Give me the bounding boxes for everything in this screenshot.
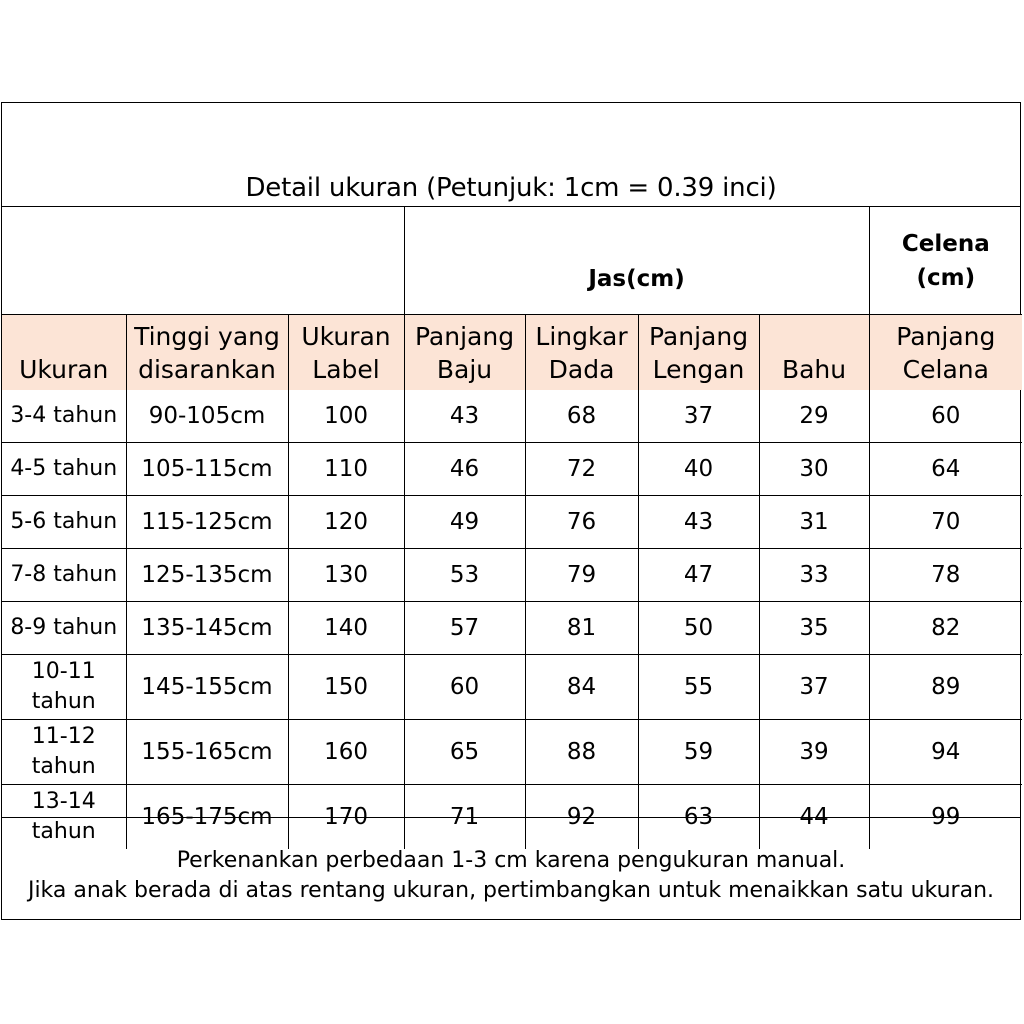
table-cell: 31 <box>759 496 869 549</box>
table-cell: 49 <box>404 496 525 549</box>
table-cell: 125-135cm <box>126 549 288 602</box>
table-cell: 150 <box>288 655 404 720</box>
col-header-ukuran: Ukuran <box>2 315 126 391</box>
group-header-celena: Celena (cm) <box>869 207 1022 315</box>
table-cell: 155-165cm <box>126 720 288 785</box>
table-cell: 89 <box>869 655 1022 720</box>
table-cell: 8-9 tahun <box>2 602 126 655</box>
table-cell: 65 <box>404 720 525 785</box>
table-cell: 5-6 tahun <box>2 496 126 549</box>
table-cell: 100 <box>288 390 404 443</box>
table-cell: 68 <box>525 390 638 443</box>
table-cell: 135-145cm <box>126 602 288 655</box>
table-cell: 35 <box>759 602 869 655</box>
group-header-row <box>2 207 1022 315</box>
table-cell: 84 <box>525 655 638 720</box>
table-cell: 120 <box>288 496 404 549</box>
table-cell: 29 <box>759 390 869 443</box>
table-cell: 50 <box>638 602 759 655</box>
table-cell: 90-105cm <box>126 390 288 443</box>
table-cell: 140 <box>288 602 404 655</box>
table-row <box>2 496 1022 549</box>
table-cell: 70 <box>869 496 1022 549</box>
table-cell: 105-115cm <box>126 443 288 496</box>
table-cell: 30 <box>759 443 869 496</box>
chart-title: Detail ukuran (Petunjuk: 1cm = 0.39 inci) <box>2 103 1020 207</box>
column-header-row <box>2 315 1022 391</box>
table-cell: 10-11 tahun <box>2 655 126 720</box>
table-cell: 76 <box>525 496 638 549</box>
size-table-body <box>2 390 1022 849</box>
group-header-jas: Jas(cm) <box>404 207 869 315</box>
notes <box>2 817 1020 921</box>
table-cell: 64 <box>869 443 1022 496</box>
table-cell: 79 <box>525 549 638 602</box>
table-cell: 160 <box>288 720 404 785</box>
table-cell: 4-5 tahun <box>2 443 126 496</box>
table-cell: 115-125cm <box>126 496 288 549</box>
table-cell: 60 <box>404 655 525 720</box>
table-cell: 60 <box>869 390 1022 443</box>
table-cell: 63 <box>638 785 759 850</box>
table-cell: 130 <box>288 549 404 602</box>
table-row <box>2 720 1022 785</box>
table-row <box>2 655 1022 720</box>
table-cell: 81 <box>525 602 638 655</box>
table-cell: 53 <box>404 549 525 602</box>
table-cell: 57 <box>404 602 525 655</box>
table-cell: 37 <box>759 655 869 720</box>
table-cell: 39 <box>759 720 869 785</box>
table-row <box>2 443 1022 496</box>
table-cell: 78 <box>869 549 1022 602</box>
table-cell: 92 <box>525 785 638 850</box>
table-cell: 13-14 tahun <box>2 785 126 850</box>
table-cell: 43 <box>638 496 759 549</box>
table-row <box>2 602 1022 655</box>
table-cell: 40 <box>638 443 759 496</box>
table-cell: 33 <box>759 549 869 602</box>
size-table <box>2 207 1022 849</box>
col-header-tinggi: Tinggi yang disarankan <box>126 315 288 391</box>
table-cell: 47 <box>638 549 759 602</box>
table-cell: 71 <box>404 785 525 850</box>
table-cell: 46 <box>404 443 525 496</box>
col-header-ukuran-label: Ukuran Label <box>288 315 404 391</box>
table-cell: 3-4 tahun <box>10 403 118 428</box>
col-header-panjang-lengan: Panjang Lengan <box>638 315 759 391</box>
note-line: Jika anak berada di atas rentang ukuran, pertimbangkan untuk menaikkan satu ukuran. <box>27 878 995 903</box>
note-line: Perkenankan perbedaan 1-3 cm karena pengukuran manual. <box>176 848 846 873</box>
group-header-empty <box>2 207 404 315</box>
table-cell: 43 <box>404 390 525 443</box>
table-cell: 145-155cm <box>126 655 288 720</box>
col-header-panjang-baju: Panjang Baju <box>404 315 525 391</box>
table-cell: 88 <box>525 720 638 785</box>
table-cell: 82 <box>869 602 1022 655</box>
table-cell: 99 <box>869 785 1022 850</box>
table-cell: 110 <box>288 443 404 496</box>
col-header-panjang-celana: Panjang Celana <box>869 315 1022 391</box>
table-cell: 11-12 tahun <box>2 720 126 785</box>
table-cell: 72 <box>525 443 638 496</box>
table-cell: 44 <box>759 785 869 850</box>
table-row <box>2 549 1022 602</box>
table-cell: 59 <box>638 720 759 785</box>
size-chart <box>1 102 1021 920</box>
table-cell: 165-175cm <box>126 785 288 850</box>
table-cell: 7-8 tahun <box>2 549 126 602</box>
col-header-lingkar-dada: Lingkar Dada <box>525 315 638 391</box>
table-cell: 55 <box>638 655 759 720</box>
table-cell: 37 <box>638 390 759 443</box>
table-row <box>2 390 1022 443</box>
table-cell: 94 <box>869 720 1022 785</box>
col-header-bahu: Bahu <box>759 315 869 391</box>
table-cell: 170 <box>288 785 404 850</box>
